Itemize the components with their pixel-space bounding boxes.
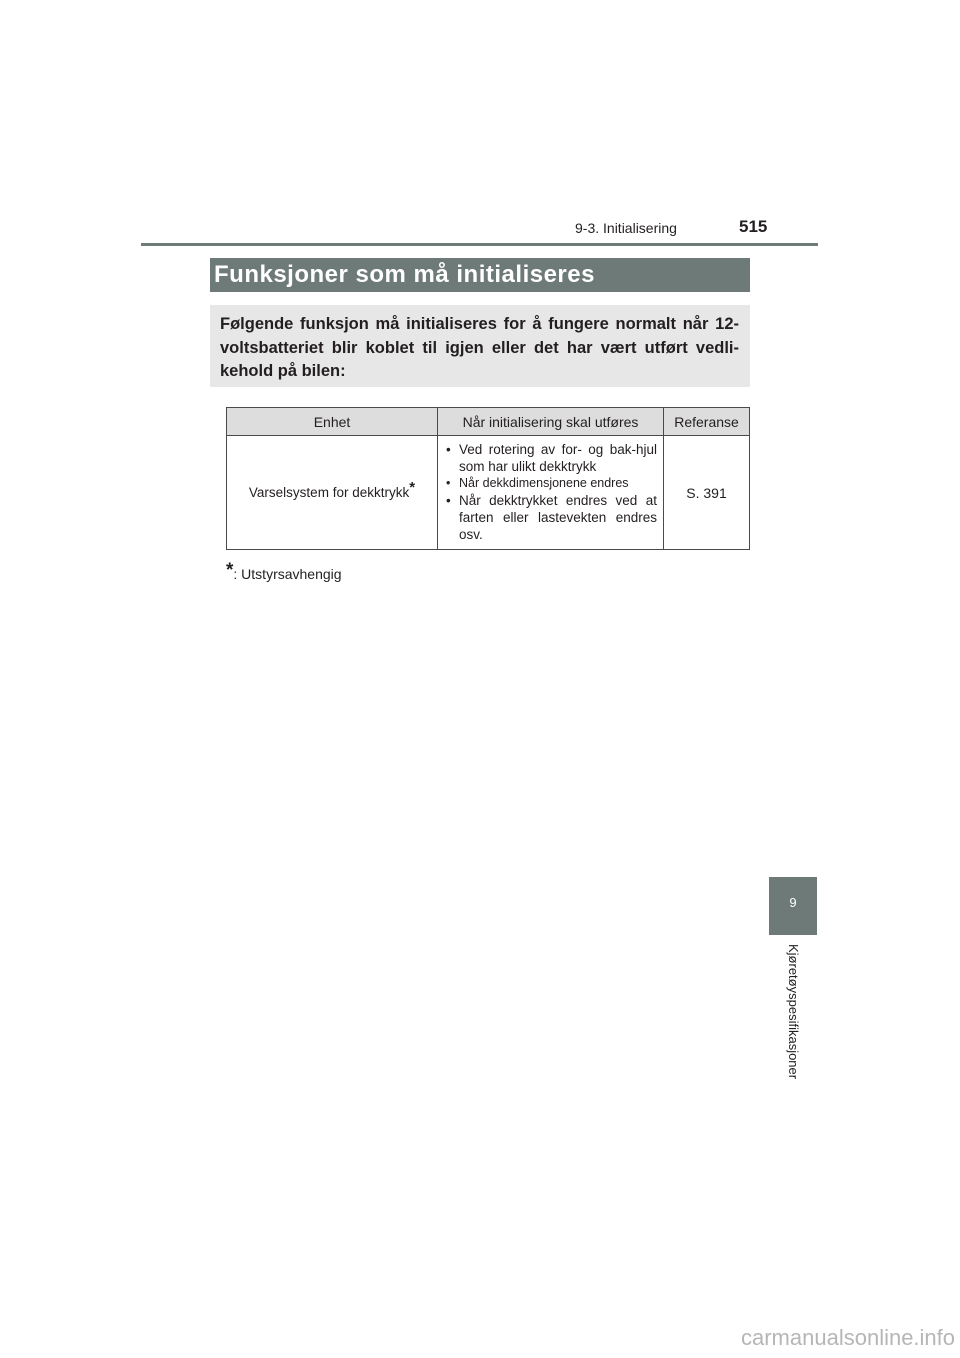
initialization-table: [226, 407, 750, 550]
watermark: carmanualsonline.info: [741, 1325, 956, 1350]
column-header-reference: Referanse: [664, 408, 750, 436]
intro-box: [210, 305, 750, 387]
list-item: • Når dekktrykket endres ved at farten eller lastevekten endres osv.: [444, 492, 657, 543]
chapter-tab: [769, 877, 817, 935]
when-cell: [438, 436, 664, 550]
unit-cell: [227, 436, 438, 550]
page-number: 515: [739, 217, 768, 236]
footnote-mark: *: [226, 560, 234, 581]
when-list: [444, 441, 657, 543]
footnote: [226, 560, 342, 582]
section-title: Funksjoner som må initialiseres: [214, 261, 595, 288]
header-divider: [141, 243, 818, 246]
unit-name: Varselsystem for dekktrykk: [248, 485, 410, 500]
chapter-number: 9: [789, 895, 797, 910]
column-header-when: Når initialisering skal utføres: [438, 408, 664, 436]
list-item: • Ved rotering av for- og bak-hjul som har ulikt dekktrykk: [444, 441, 657, 475]
table-header-row: [227, 408, 750, 436]
section-banner: [210, 258, 750, 292]
column-header-unit: Enhet: [227, 408, 438, 436]
intro-text: Følgende funksjon må initialiseres for å fungere normalt når 12-voltsbatteriet blir koblet til igjen eller det har vært utført vedli-kehold på bilen:: [220, 315, 739, 380]
table-row: [227, 436, 750, 550]
list-item: • Når dekkdimensjonene endres: [444, 475, 657, 492]
footnote-text: : Utstyrsavhengig: [233, 566, 342, 582]
chapter-label: Kjøretøyspesifikasjoner: [786, 944, 801, 1080]
reference-cell: S. 391: [664, 436, 750, 550]
section-reference: 9-3. Initialisering: [575, 220, 677, 236]
unit-footnote-mark: *: [409, 479, 416, 496]
